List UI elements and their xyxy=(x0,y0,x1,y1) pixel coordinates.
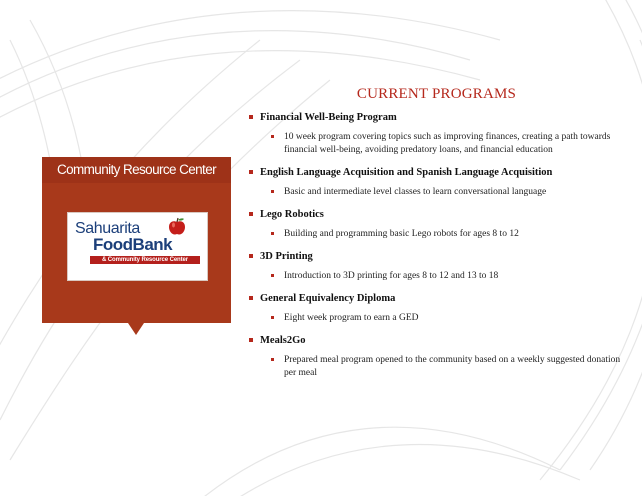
program-title: 3D Printing xyxy=(260,251,313,262)
logo-panel xyxy=(42,183,231,323)
bullet-icon xyxy=(271,316,274,319)
apple-icon xyxy=(167,217,187,237)
bullet-icon xyxy=(271,232,274,235)
page-title: CURRENT PROGRAMS xyxy=(356,86,517,102)
logo-tagline: & Community Resource Center xyxy=(90,256,200,264)
program-detail-text: 10 week program covering topics such as improving finances, creating a path towards financial well-being, avoiding predatory loans, and financial education xyxy=(284,132,611,155)
bullet-icon xyxy=(271,135,274,138)
logo-text-foodbank: FoodBank xyxy=(93,235,173,254)
program-item xyxy=(249,111,624,157)
sahuarita-food-bank-logo xyxy=(67,212,208,281)
program-item xyxy=(249,250,624,283)
program-detail xyxy=(260,131,624,157)
program-detail-text: Basic and intermediate level classes to learn conversational language xyxy=(284,187,547,197)
bullet-icon xyxy=(271,274,274,277)
program-title: Financial Well-Being Program xyxy=(260,112,397,123)
bullet-icon xyxy=(271,358,274,361)
bullet-icon xyxy=(249,115,253,119)
programs-list xyxy=(249,111,624,380)
program-item xyxy=(249,334,624,380)
bullet-icon xyxy=(271,190,274,193)
panel-pointer xyxy=(128,323,144,335)
program-item xyxy=(249,166,624,199)
program-title: General Equivalency Diploma xyxy=(260,293,396,304)
program-detail-text: Eight week program to earn a GED xyxy=(284,313,419,323)
program-detail xyxy=(260,186,624,199)
program-detail-text: Building and programming basic Lego robots for ages 8 to 12 xyxy=(284,229,519,239)
program-detail xyxy=(260,354,624,380)
program-detail-text: Introduction to 3D printing for ages 8 to 12 and 13 to 18 xyxy=(284,271,499,281)
bullet-icon xyxy=(249,212,253,216)
program-title: English Language Acquisition and Spanish Language Acquisition xyxy=(260,167,553,178)
bullet-icon xyxy=(249,254,253,258)
program-item xyxy=(249,208,624,241)
logo-text-sahuarita: Sahuarita xyxy=(75,220,140,237)
program-detail xyxy=(260,312,624,325)
banner-title: Community Resource Center xyxy=(56,162,217,177)
program-title: Lego Robotics xyxy=(260,209,324,220)
program-detail xyxy=(260,270,624,283)
programs-section xyxy=(249,86,624,389)
community-resource-center-banner xyxy=(42,157,231,183)
program-detail xyxy=(260,228,624,241)
program-item xyxy=(249,292,624,325)
bullet-icon xyxy=(249,170,253,174)
bullet-icon xyxy=(249,296,253,300)
bullet-icon xyxy=(249,338,253,342)
program-title: Meals2Go xyxy=(260,335,306,346)
program-detail-text: Prepared meal program opened to the community based on a weekly suggested donation per meal xyxy=(284,355,621,378)
